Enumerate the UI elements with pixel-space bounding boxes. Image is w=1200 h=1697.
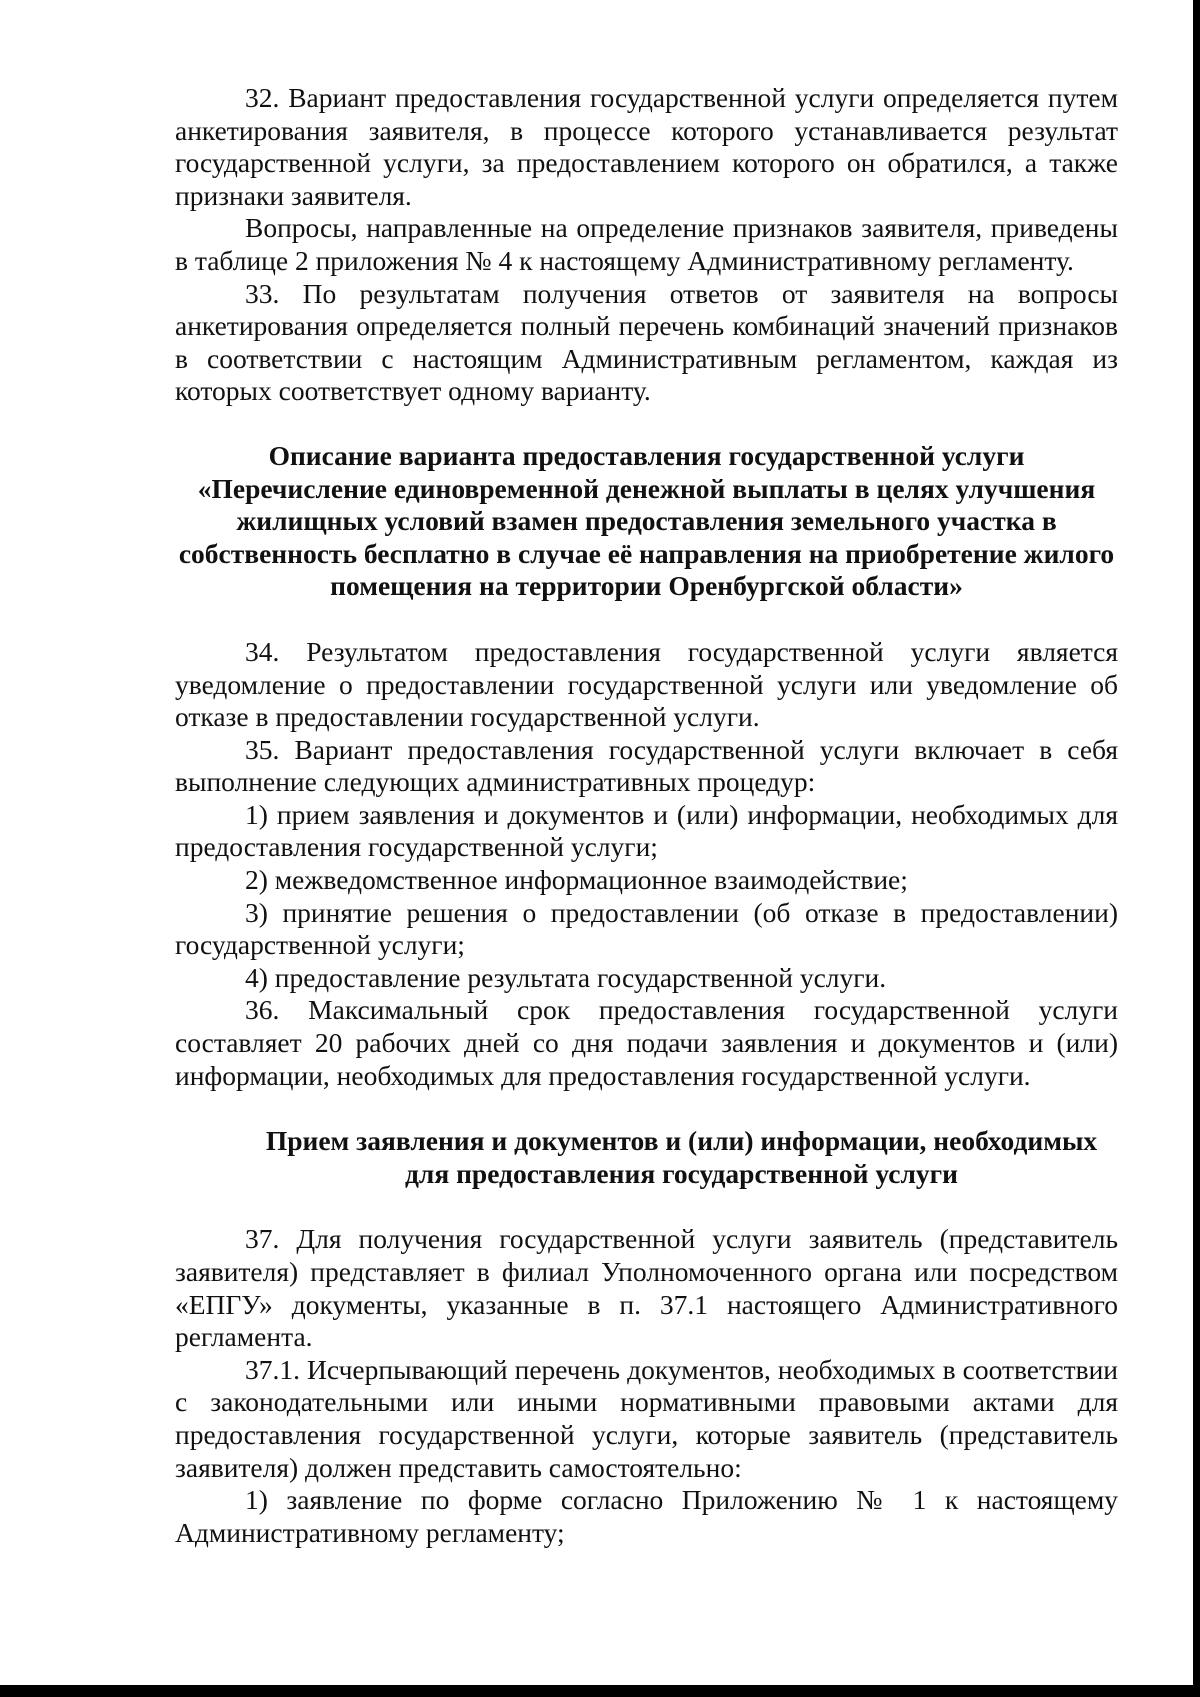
list-item-document-1: 1) заявление по форме согласно Приложению № 1 к настоящему Административному регламенту; [175, 1484, 1118, 1548]
document-body [175, 82, 1118, 1549]
section-heading-application-intake: Прием заявления и документов и (или) информации, необходимых для предоставления государственной услуги [265, 1125, 1098, 1189]
paragraph-32: 32. Вариант предоставления государственной услуги определяется путем анкетирования заявителя, в процессе которого устанавливается результат государственной услуги, за предоставлением которого он обратился, а также признаки заявителя. [175, 82, 1118, 211]
list-item-procedure-2: 2) межведомственное информационное взаимодействие; [245, 864, 908, 896]
paragraph-34: 34. Результатом предоставления государственной услуги является уведомление о предоставлении государственной услуги или уведомление об отказе в предоставлении государственной услуги. [175, 635, 1118, 733]
section-heading-variant-description: Описание варианта предоставления государственной услуги «Перечисление единовременной денежной выплаты в целях улучшения жилищных условий взамен предоставления земельного участка в собственность бесплатно в случае её направления на приобретение жилого помещения на территории Оренбургской области» [178, 439, 1115, 602]
list-item-procedure-1: 1) прием заявления и документов и (или) информации, необходимых для предоставления государственной услуги; [175, 798, 1118, 863]
list-item-procedure-4: 4) предоставление результата государственной услуги. [245, 961, 887, 993]
scan-edge-right [1193, 0, 1200, 1697]
paragraph-questions: Вопросы, направленные на определение признаков заявителя, приведены в таблице 2 приложения № 4 к настоящему Административному регламенту. [175, 212, 1118, 276]
list-item-procedure-3: 3) принятие решения о предоставлении (об отказе в предоставлении) государственной услуги; [175, 896, 1118, 961]
paragraph-37-1: 37.1. Исчерпывающий перечень документов, необходимых в соответствии с законодательными или иными нормативными правовыми актами для предоставления государственной услуги, которые заявитель (представитель заявителя) должен представить самостоятельно: [175, 1353, 1118, 1483]
scan-edge-bottom [0, 1685, 1200, 1697]
paragraph-35: 35. Вариант предоставления государственной услуги включает в себя выполнение следующих административных процедур: [175, 733, 1118, 798]
paragraph-37: 37. Для получения государственной услуги заявитель (представитель заявителя) представляет в филиал Уполномоченного органа или посредством «ЕПГУ» документы, указанные в п. 37.1 настоящего Административного регламента. [175, 1223, 1118, 1353]
paragraph-33: 33. По результатам получения ответов от заявителя на вопросы анкетирования определяется полный перечень комбинаций значений признаков в соответствии с настоящим Административным регламентом, каждая из которых соответствует одному варианту. [175, 277, 1118, 407]
paragraph-36: 36. Максимальный срок предоставления государственной услуги составляет 20 рабочих дней со дня подачи заявления и документов и (или) информации, необходимых для предоставления государственной услуги. [175, 994, 1118, 1091]
